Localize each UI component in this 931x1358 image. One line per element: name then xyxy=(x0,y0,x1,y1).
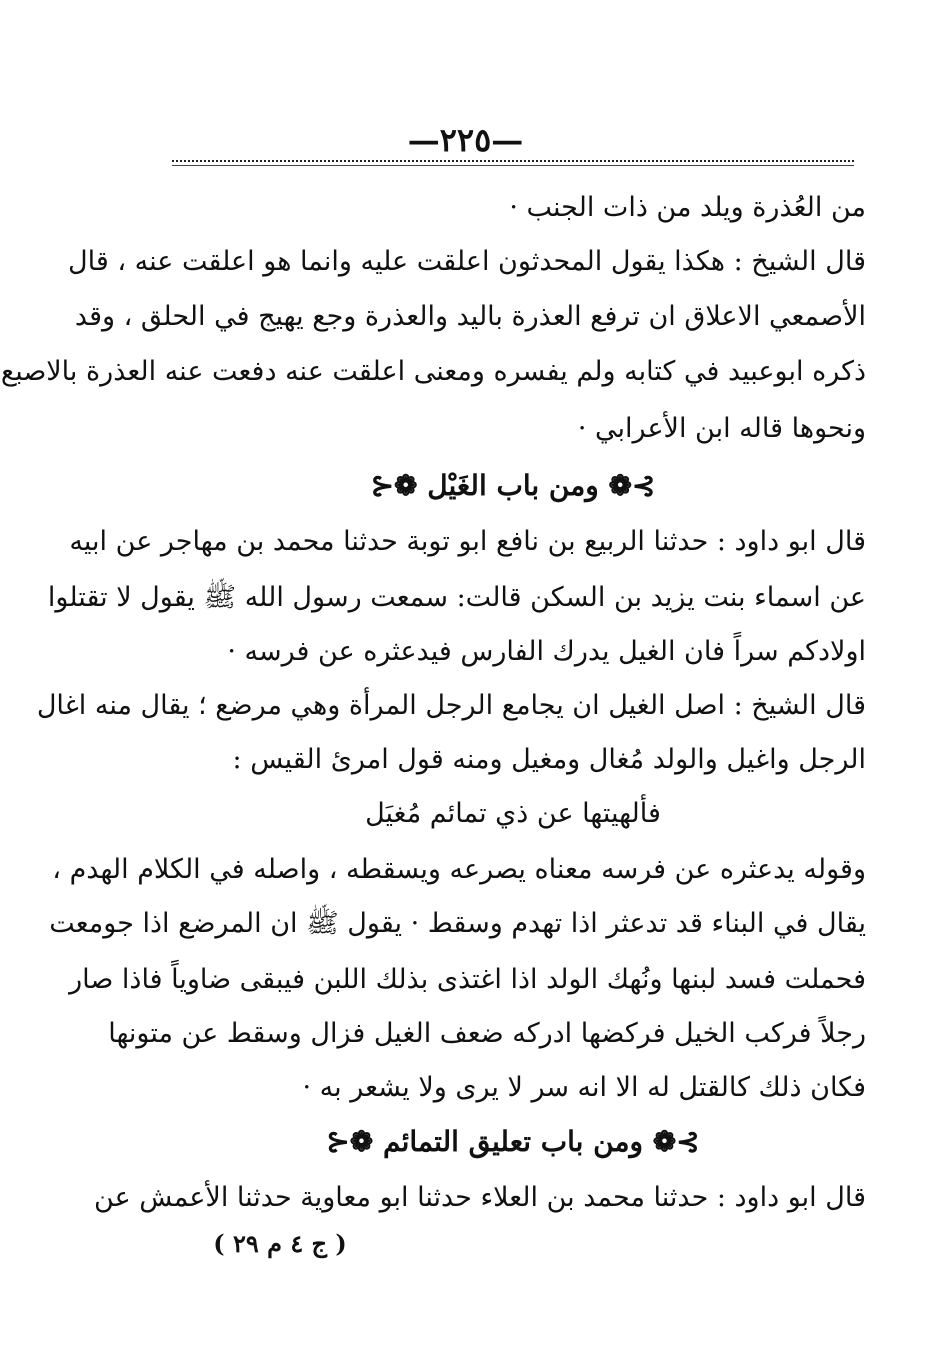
text-line: رجلاً فركب الخيل فركضها ادركه ضعف الغيل فزال وسقط عن متونها xyxy=(108,1018,866,1049)
signature-footer: ( ج ٤ م ٢٩ ) xyxy=(213,1229,347,1258)
section-heading-text: ومن باب تعليق التمائم xyxy=(382,1125,644,1158)
text-line: الأصمعي الاعلاق ان ترفع العذرة باليد والعذرة وجع يهيج في الحلق ، وقد xyxy=(74,301,866,332)
text-line: وقوله يدعثره عن فرسه معناه يصرعه ويسقطه ، واصله في الكلام الهدم ، xyxy=(52,854,866,885)
text-line: فكان ذلك كالقتل له الا انه سر لا يرى ولا يشعر به · xyxy=(302,1072,866,1103)
header-rule-solid xyxy=(172,165,854,166)
heading-ornament-icon: ❁⊰ xyxy=(370,469,428,502)
text-line: ونحوها قاله ابن الأعرابي · xyxy=(577,413,866,444)
text-line: ذكره ابوعبيد في كتابه ولم يفسره ومعنى اعلقت عنه دفعت عنه العذرة بالاصبع xyxy=(0,356,866,387)
heading-ornament-icon: ⊱❁ xyxy=(643,1125,700,1158)
text-line: قال الشيخ : اصل الغيل ان يجامع الرجل المرأة وهي مرضع ؛ يقال منه اغال xyxy=(36,690,866,721)
section-heading-text: ومن باب الغَيْل xyxy=(427,469,599,502)
text-line: فحملت فسد لبنها ونُهك الولد اذا اغتذى بذلك اللبن فيبقى ضاوياً فاذا صار xyxy=(69,964,866,995)
section-heading xyxy=(160,464,866,508)
header-rule xyxy=(172,160,854,162)
page-number: —٢٢٥— xyxy=(407,121,524,159)
text-line: اولادكم سراً فان الغيل يدرك الفارس فيدعثره عن فرسه · xyxy=(227,636,866,667)
section-heading xyxy=(160,1120,866,1164)
text-line: قال ابو داود : حدثنا محمد بن العلاء حدثنا ابو معاوية حدثنا الأعمش عن xyxy=(94,1182,866,1213)
text-line: الرجل واغيل والولد مُغال ومغيل ومنه قول امرئ القيس : xyxy=(232,744,866,775)
heading-ornament-icon: ⊱❁ xyxy=(598,469,656,502)
text-line: يقال في البناء قد تدعثر اذا تهدم وسقط · يقول ﷺ ان المرضع اذا جومعت xyxy=(49,908,866,939)
text-line: من العُذرة ويلد من ذات الجنب · xyxy=(509,192,866,223)
text-line: قال الشيخ : هكذا يقول المحدثون اعلقت عليه وانما هو اعلقت عنه ، قال xyxy=(68,246,866,277)
text-line: قال ابو داود : حدثنا الربيع بن نافع ابو توبة حدثنا محمد بن مهاجر عن ابيه xyxy=(69,526,866,557)
text-line: عن اسماء بنت يزيد بن السكن قالت: سمعت رسول الله ﷺ يقول لا تقتلوا xyxy=(47,582,866,613)
heading-ornament-icon: ❁⊰ xyxy=(326,1125,383,1158)
poetry-verse: فألهيتها عن ذي تمائم مُغيَل xyxy=(365,798,661,829)
